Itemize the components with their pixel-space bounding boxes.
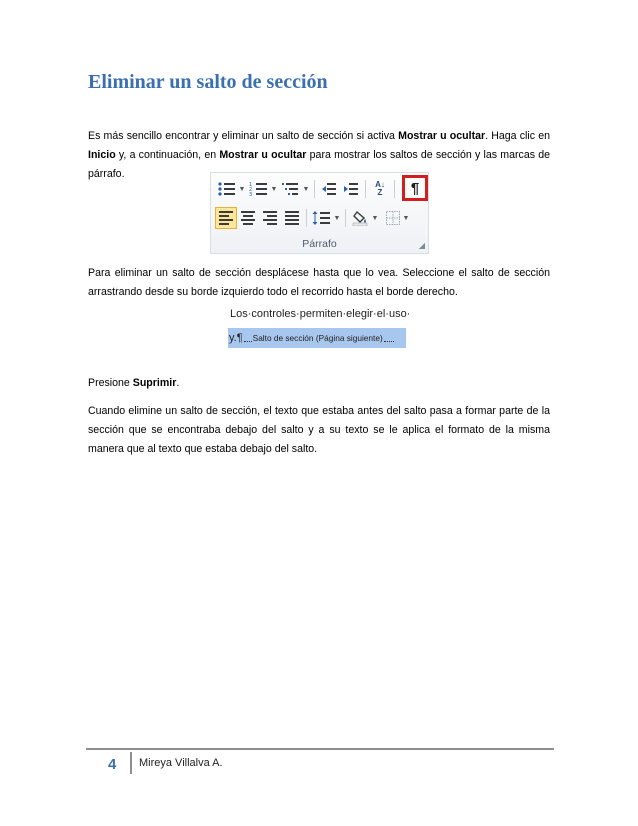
- dialog-launcher-icon: ◢: [418, 241, 425, 250]
- borders-icon: ▼: [381, 207, 413, 229]
- show-hide-icon: [402, 175, 428, 201]
- increase-indent-icon: [340, 178, 362, 200]
- text-run: . Haga clic en: [485, 130, 551, 142]
- text-run: y, a continuación, en: [115, 149, 220, 161]
- decrease-indent-icon: [318, 178, 340, 200]
- svg-text:3: 3: [248, 192, 252, 197]
- multilevel-list-icon: ▼: [279, 178, 311, 200]
- ribbon-separator: [394, 180, 395, 198]
- bold-run: Inicio: [88, 149, 116, 161]
- bold-run: Suprimir: [132, 377, 177, 389]
- paragraph-ribbon-group: [210, 172, 429, 254]
- result-paragraph: Cuando elimine un salto de sección, el texto que estaba antes del salto pasa a formar parte de la sección que se encontraba debajo del salto y a su texto se le aplica el formato de la misma manera que al texto que estaba debajo del salto.: [88, 405, 550, 455]
- justify-icon: [281, 207, 303, 229]
- svg-text:2: 2: [248, 187, 252, 193]
- svg-text:1: 1: [248, 182, 252, 188]
- text-run: Es más sencillo encontrar y eliminar un salto de sección si activa: [88, 130, 399, 142]
- ribbon-separator: [306, 209, 307, 227]
- footer-rule: [86, 748, 554, 750]
- bold-run: Mostrar u ocultar: [398, 130, 486, 142]
- page-number: 4: [108, 756, 117, 773]
- ribbon-separator: [314, 180, 315, 198]
- sort-label: A↓Z: [375, 180, 385, 197]
- bold-run: Mostrar u ocultar: [219, 149, 307, 161]
- ribbon-group-label: Párrafo: [302, 238, 337, 250]
- footer-author: Mireya Villalva A.: [139, 757, 223, 769]
- line-spacing-icon: ▼: [310, 207, 342, 229]
- pilcrow-glyph: ¶: [410, 179, 420, 197]
- align-left-icon: [215, 207, 237, 229]
- sample-line-lead: y.¶: [229, 332, 243, 344]
- break-dots: [244, 334, 252, 342]
- text-run: para mostrar los saltos de sección y las marcas de párrafo.: [88, 149, 551, 180]
- sample-text-line: Los·controles·permiten·elegir·el·uso·: [230, 308, 411, 320]
- ribbon-separator: [345, 209, 346, 227]
- sort-icon: [369, 178, 391, 200]
- section-break-label: Salto de sección (Página siguiente): [252, 333, 383, 343]
- text-run: Presione: [88, 377, 133, 389]
- section-title: Eliminar un salto de sección: [88, 71, 328, 93]
- selected-section-break: [228, 328, 406, 348]
- ribbon-row-lists: [215, 178, 428, 200]
- align-right-icon: [259, 207, 281, 229]
- press-delete-paragraph: [88, 374, 550, 393]
- section-break-sample: [228, 308, 411, 350]
- center-icon: [237, 207, 259, 229]
- bullets-icon: ▼: [215, 178, 247, 200]
- ribbon-row-alignment: [215, 207, 413, 229]
- text-run: .: [176, 377, 180, 389]
- break-dots: [384, 334, 394, 342]
- shading-icon: ▼: [349, 207, 381, 229]
- instruction-paragraph: Para eliminar un salto de sección desplácese hasta que lo vea. Seleccione el salto de sección arrastrando desde su borde izquierdo todo el recorrido hasta el borde derecho.: [88, 267, 550, 298]
- ribbon-separator: [365, 180, 366, 198]
- numbering-icon: 1 2 3 ▼: [248, 182, 278, 197]
- footer-divider: [130, 752, 132, 774]
